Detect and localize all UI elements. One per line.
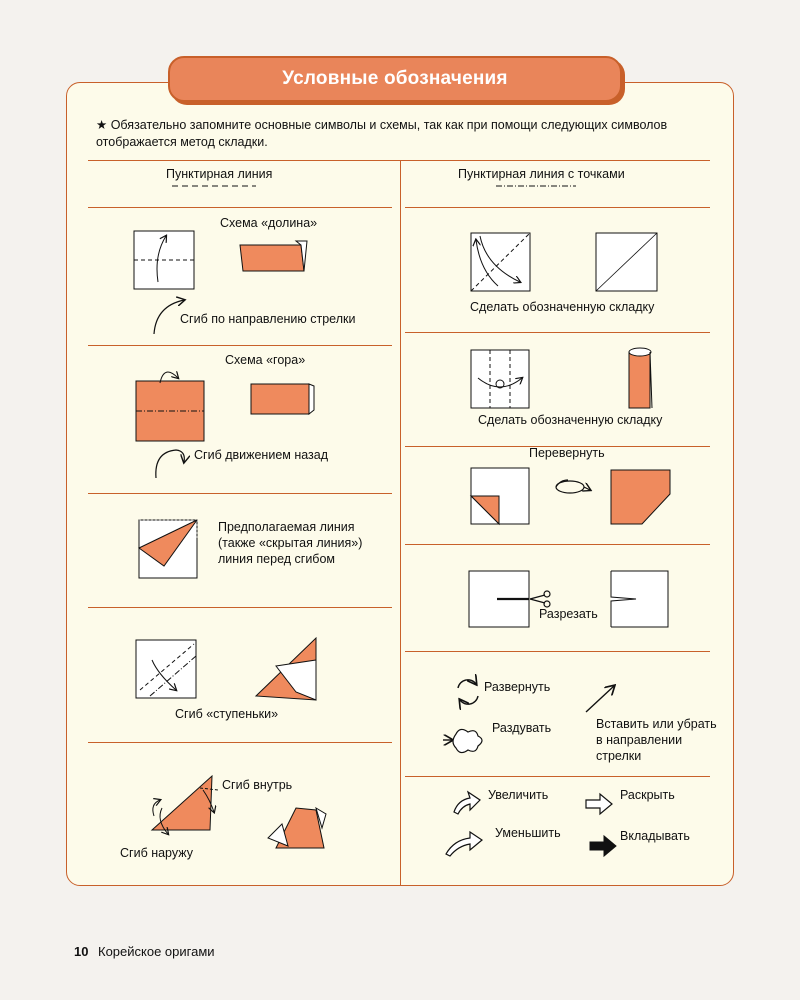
cut-diagram xyxy=(469,571,668,627)
scissors-icon xyxy=(530,591,550,607)
turn-over-icon xyxy=(556,480,590,493)
inside-outside-fold-diagram xyxy=(152,776,326,848)
dashed-line-label: Пунктирная линия xyxy=(166,167,273,181)
book-title: Корейское оригами xyxy=(98,944,215,959)
crease-diagram-2 xyxy=(471,348,652,408)
crease-label-2: Сделать обозначенную складку xyxy=(478,413,663,427)
outline-arrow-icon xyxy=(446,832,482,856)
crease-label-1: Сделать обозначенную складку xyxy=(470,300,655,314)
step-fold-label: Сгиб «ступеньки» xyxy=(175,707,279,721)
hidden-line-diagram xyxy=(139,520,197,578)
insert-arrow-icon xyxy=(586,686,614,712)
inflate-label: Раздувать xyxy=(492,721,552,735)
valley-fold-diagram xyxy=(134,231,307,334)
insert-remove-label: Вставить или убрать в направлении стрелки xyxy=(596,717,717,763)
mountain-fold-diagram xyxy=(136,372,314,478)
mountain-fold-title: Схема «гора» xyxy=(225,353,306,367)
crease-diagram-1 xyxy=(471,233,657,291)
rotate-icon xyxy=(458,680,478,704)
hidden-line-label: Предполагаемая линия (также «скрытая линия») линия перед сгибом xyxy=(218,520,363,566)
turn-over-diagram xyxy=(471,468,670,524)
dash-dot-line-label: Пунктирная линия с точками xyxy=(458,167,625,181)
valley-fold-title: Схема «долина» xyxy=(220,216,318,230)
curved-arrow-icon xyxy=(156,450,185,478)
inside-fold-label: Сгиб внутрь xyxy=(222,778,293,792)
step-fold-diagram xyxy=(136,638,316,700)
cut-label: Разрезать xyxy=(539,607,598,621)
turn-over-label: Перевернуть xyxy=(529,446,605,460)
page-title: Условные обозначения xyxy=(282,68,508,89)
star-icon: ★ xyxy=(96,118,108,132)
solid-arrow-icon xyxy=(590,836,616,856)
inflate-icon xyxy=(443,729,482,752)
valley-fold-caption: Сгиб по направлению стрелки xyxy=(180,312,356,326)
reduce-label: Уменьшить xyxy=(495,826,561,840)
intro-body: Обязательно запомните основные символы и схемы, так как при помощи следующих символов отображается метод складки. xyxy=(96,118,668,149)
tuck-label: Вкладывать xyxy=(620,829,690,843)
open-label: Раскрыть xyxy=(620,788,675,802)
outside-fold-label: Сгиб наружу xyxy=(120,846,194,860)
enlarge-label: Увеличить xyxy=(488,788,549,802)
outline-arrow-icon xyxy=(454,792,480,814)
unfold-label: Развернуть xyxy=(484,680,551,694)
mountain-fold-caption: Сгиб движением назад xyxy=(194,448,329,462)
page-number: 10 xyxy=(74,944,89,959)
curved-arrow-icon xyxy=(154,300,184,334)
outline-arrow-icon xyxy=(586,794,612,814)
